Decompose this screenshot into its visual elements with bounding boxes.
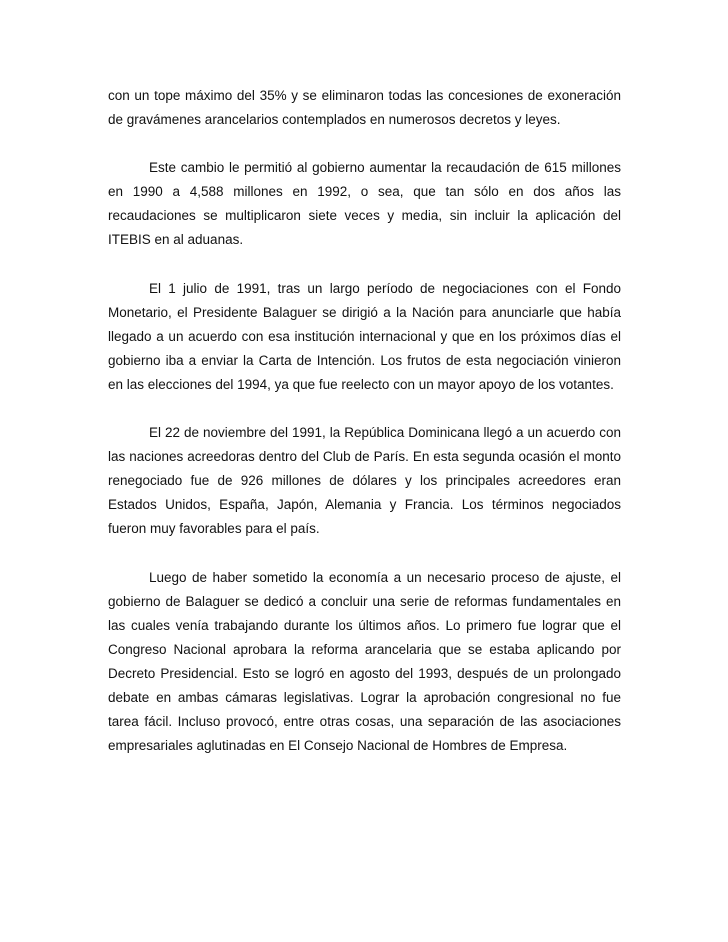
paragraph-3: El 1 julio de 1991, tras un largo período de negociaciones con el Fondo Monetario, el Presidente Balaguer se dirigió a la Nación para anunciarle que había llegado a un acuerdo con esa institución internacional y que en los próximos días el gobierno iba a enviar la Carta de Intención. Los frutos de esta negociación vinieron en las elecciones del 1994, ya que fue reelecto con un mayor apoyo de los votantes. xyxy=(108,280,621,392)
paragraph-2: Este cambio le permitió al gobierno aumentar la recaudación de 615 millones en 1990 a 4,588 millones en 1992, o sea, que tan sólo en dos años las recaudaciones se multiplicaron siete veces y media, sin incluir la aplicación del ITEBIS en al aduanas. xyxy=(108,160,621,248)
paragraph-5: Luego de haber sometido la economía a un necesario proceso de ajuste, el gobierno de Balaguer se dedicó a concluir una serie de reformas fundamentales en las cuales venía trabajando durante los últimos años. Lo primero fue lograr que el Congreso Nacional aprobara la reforma arancelaria que se estaba aplicando por Decreto Presidencial. Esto se logró en agosto del 1993, después de un prolongado debate en ambas cámaras legislativas. Lograr la aprobación congresional no fue tarea fácil. Incluso provocó, entre otras cosas, una separación de las asociaciones empresariales aglutinadas en El Consejo Nacional de Hombres de Empresa. xyxy=(108,569,621,754)
paragraph-1: con un tope máximo del 35% y se eliminaron todas las concesiones de exoneración de gravámenes arancelarios contemplados en numerosos decretos y leyes. xyxy=(108,88,621,128)
document-page xyxy=(108,84,621,758)
paragraph-4: El 22 de noviembre del 1991, la República Dominicana llegó a un acuerdo con las naciones acreedoras dentro del Club de París. En esta segunda ocasión el monto renegociado fue de 926 millones de dólares y los principales acreedores eran Estados Unidos, España, Japón, Alemania y Francia. Los términos negociados fueron muy favorables para el país. xyxy=(108,425,621,537)
